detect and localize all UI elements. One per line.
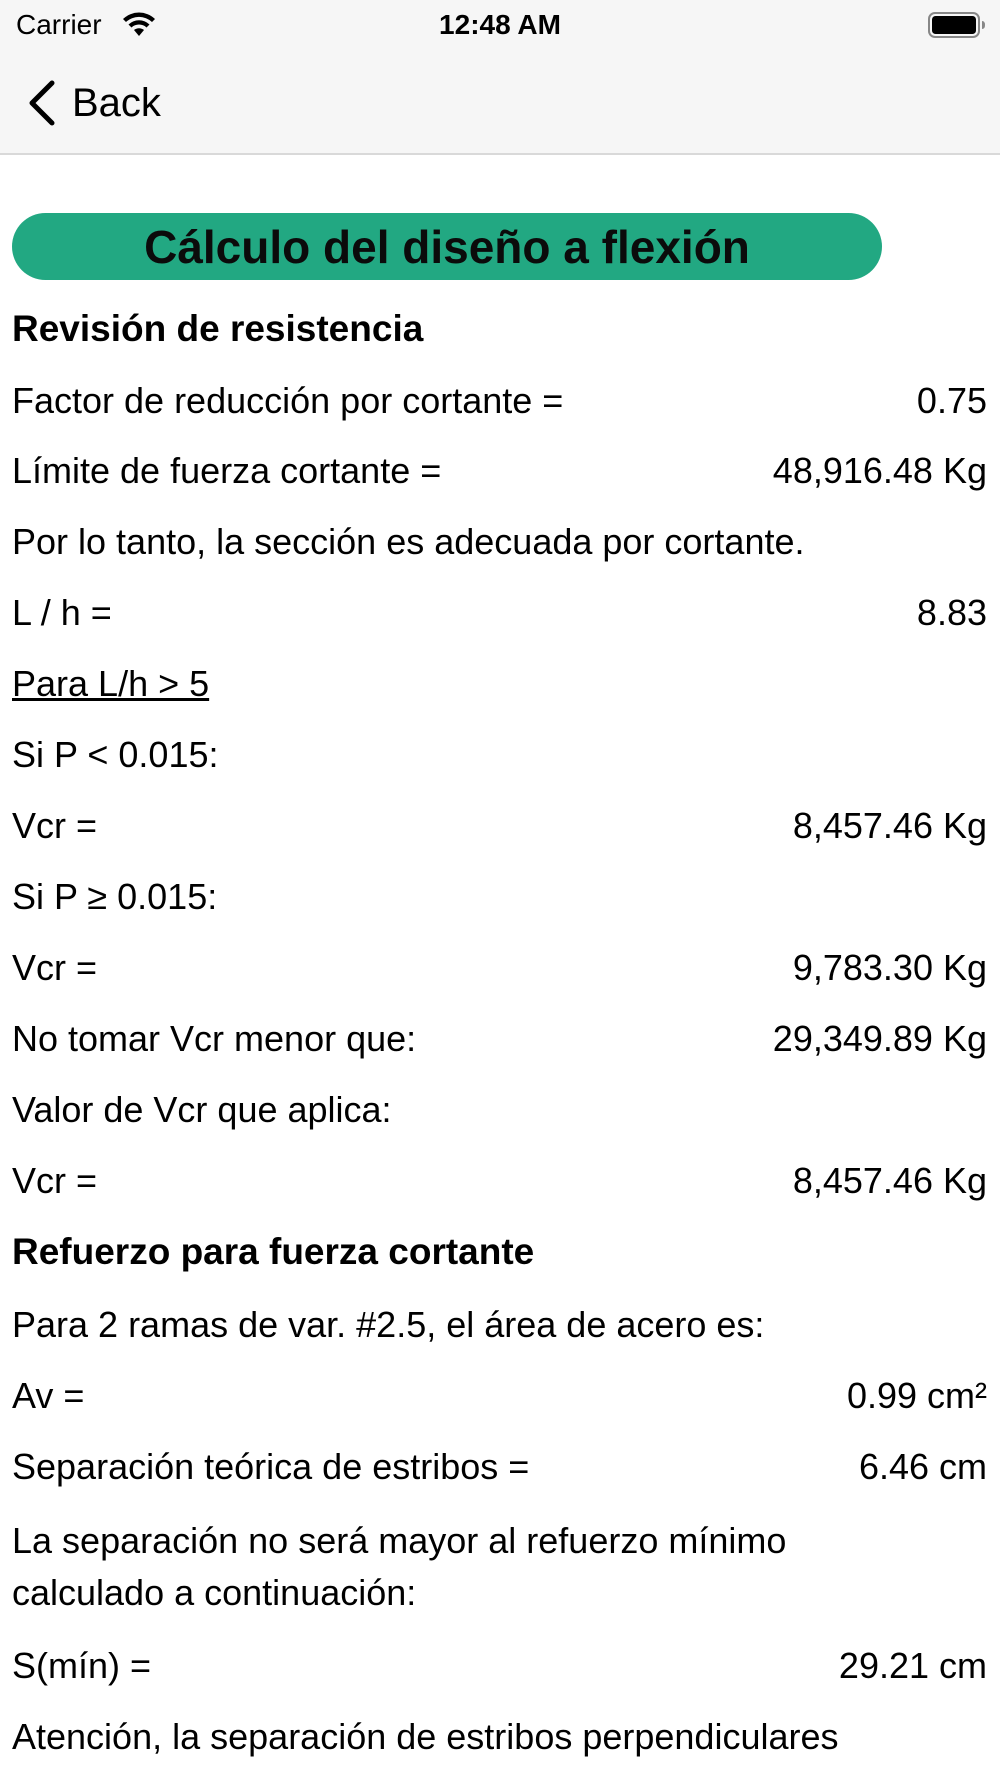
- limite-fuerza-label: Límite de fuerza cortante =: [12, 450, 442, 491]
- vcr-2-label: Vcr =: [12, 947, 98, 988]
- status-time: 12:48 AM: [439, 9, 561, 40]
- si-p-mayor-row: [12, 867, 987, 927]
- no-tomar-value: 29,349.89 Kg: [772, 1018, 987, 1059]
- vcr-3-row: [12, 1151, 987, 1211]
- section-heading-refuerzo: Refuerzo para fuerza cortante: [12, 1231, 535, 1272]
- vcr-1-label: Vcr =: [12, 805, 98, 846]
- separacion-nota-line-1: La separación no será mayor al refuerzo mínimo: [12, 1520, 787, 1561]
- av-value: 0.99 cm²: [846, 1375, 987, 1416]
- limite-fuerza-row: [12, 441, 987, 501]
- si-p-mayor-text: Si P ≥ 0.015:: [12, 876, 218, 917]
- s-min-value: 29.21 cm: [838, 1645, 987, 1686]
- conclusion-text: Por lo tanto, la sección es adecuada por cortante.: [12, 521, 805, 562]
- battery-icon: [928, 11, 986, 39]
- navigation-bar: [0, 52, 1000, 155]
- si-p-menor-row: [12, 725, 987, 785]
- atencion-text: Atención, la separación de estribos perpendiculares: [12, 1716, 839, 1757]
- para-lh-text: Para L/h > 5: [12, 663, 210, 704]
- limite-fuerza-value: 48,916.48 Kg: [772, 450, 987, 491]
- no-tomar-row: [12, 1009, 987, 1069]
- atencion-row: [12, 1707, 987, 1767]
- av-label: Av =: [12, 1375, 85, 1416]
- section-heading-resistencia: Revisión de resistencia: [12, 308, 424, 349]
- factor-reduccion-value: 0.75: [916, 380, 987, 421]
- si-p-menor-text: Si P < 0.015:: [12, 734, 219, 775]
- separacion-teorica-value: 6.46 cm: [858, 1446, 987, 1487]
- carrier-label: Carrier: [16, 9, 102, 40]
- lh-value: 8.83: [916, 592, 987, 633]
- vcr-2-value: 9,783.30 Kg: [792, 947, 987, 988]
- factor-reduccion-row: [12, 371, 987, 431]
- status-bar: [0, 0, 1000, 52]
- vcr-1-row: [12, 796, 987, 856]
- separacion-teorica-row: [12, 1437, 987, 1497]
- back-button[interactable]: [26, 74, 161, 132]
- separacion-nota-line-2: calculado a continuación:: [12, 1572, 417, 1613]
- banner-title: Cálculo del diseño a flexión: [144, 220, 750, 273]
- chevron-left-icon: [26, 79, 58, 127]
- valor-aplica-text: Valor de Vcr que aplica:: [12, 1089, 392, 1130]
- lh-row: [12, 583, 987, 643]
- separacion-nota: [12, 1515, 987, 1619]
- av-row: [12, 1366, 987, 1426]
- para-ramas-row: [12, 1295, 987, 1355]
- vcr-2-row: [12, 938, 987, 998]
- valor-aplica-row: [12, 1080, 987, 1140]
- s-min-row: [12, 1636, 987, 1696]
- section-banner: [12, 213, 882, 280]
- separacion-teorica-label: Separación teórica de estribos =: [12, 1446, 530, 1487]
- vcr-3-value: 8,457.46 Kg: [792, 1160, 987, 1201]
- no-tomar-label: No tomar Vcr menor que:: [12, 1018, 417, 1059]
- conclusion-row: [12, 512, 987, 572]
- s-min-label: S(mín) =: [12, 1645, 152, 1686]
- vcr-3-label: Vcr =: [12, 1160, 98, 1201]
- back-label: Back: [72, 81, 161, 125]
- lh-label: L / h =: [12, 592, 112, 633]
- factor-reduccion-label: Factor de reducción por cortante =: [12, 380, 564, 421]
- para-ramas-text: Para 2 ramas de var. #2.5, el área de acero es:: [12, 1304, 765, 1345]
- vcr-1-value: 8,457.46 Kg: [792, 805, 987, 846]
- para-lh-row: [12, 654, 987, 714]
